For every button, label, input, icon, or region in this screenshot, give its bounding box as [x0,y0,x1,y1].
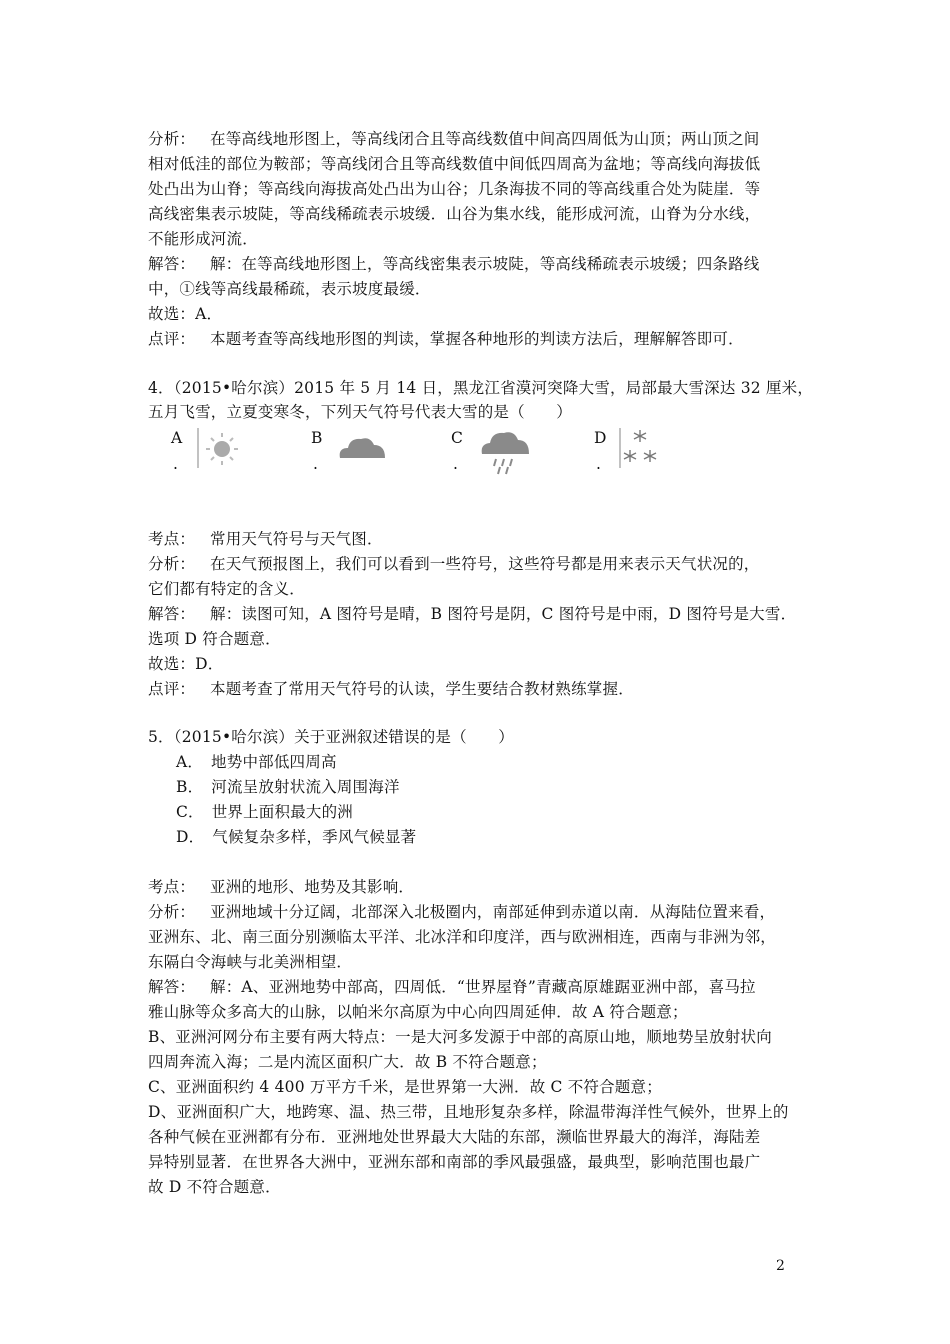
q5-analysis-line-2: 亚洲东、北、南三面分别濒临太平洋、北冰洋和印度洋，西与欧洲相连，西南与非洲为邻， [148,928,777,946]
q4-answer-line-1: 解答： 解：读图可知，A 图符号是晴，B 图符号是阴，C 图符号是中雨，D 图符号是大雪． [148,605,797,623]
q3-comment: 点评： 本题考查等高线地形图的判读，掌握各种地形的判读方法后，理解解答即可． [148,330,744,348]
q4-option-c-dot: . [453,455,458,473]
q4-comment: 点评： 本题考查了常用天气符号的认读，学生要结合教材熟练掌握． [148,680,634,698]
q5-answer-line-4: 四周奔流入海；二是内流区面积广大．故 B 不符合题意； [148,1053,547,1071]
q4-option-c-letter: C [451,429,463,447]
overcast-cloud-icon [336,430,388,464]
q5-stem: 5．（2015•哈尔滨）关于亚洲叙述错误的是（ ） [148,728,514,746]
q5-analysis-line-1: 分析： 亚洲地域十分辽阔，北部深入北极圈内，南部延伸到赤道以南．从海陆位置来看， [148,903,776,921]
q4-stem-line-1: 4．（2015•哈尔滨）2015 年 5 月 14 日，黑龙江省漠河突降大雪，局部最大雪深达 32 厘米， [148,379,814,397]
q4-analysis-line-2: 它们都有特定的含义． [148,580,306,598]
q3-answer-line-1: 解答： 解：在等高线地形图上，等高线密集表示坡陡，等高线稀疏表示坡缓；四条路线 [148,255,760,273]
q5-option-a: A． 地势中部低四周高 [176,753,337,771]
q4-option-d-letter: D [594,429,607,447]
q4-option-a-dot: . [173,455,178,473]
q4-point: 考点： 常用天气符号与天气图． [148,530,383,548]
q5-answer-line-7: 各种气候在亚洲都有分布．亚洲地处世界最大大陆的东部，濒临世界最大的海洋，海陆差 [148,1128,761,1146]
q3-analysis-line-5: 不能形成河流． [148,230,258,248]
q4-answer-line-2: 选项 D 符合题意． [148,630,281,648]
q3-analysis-line-2: 相对低洼的部位为鞍部；等高线闭合且等高线数值中间低四周高为盆地；等高线向海拔低 [148,155,761,173]
q5-answer-line-5: C、亚洲面积约 4 400 万平方千米，是世界第一大洲．故 C 不符合题意； [148,1078,662,1096]
snowflakes-icon [618,426,662,470]
q3-answer-line-2: 中，①线等高线最稀疏，表示坡度最缓． [148,280,431,298]
q5-option-c: C． 世界上面积最大的洲 [176,803,354,821]
q5-point: 考点： 亚洲的地形、地势及其影响． [148,878,415,896]
page-number: 2 [776,1258,785,1274]
q5-analysis-line-3: 东隔白令海峡与北美洲相望． [148,953,353,971]
rain-cloud-icon [478,426,532,476]
q4-option-d-dot: . [596,455,601,473]
q5-option-b: B． 河流呈放射状流入周围海洋 [176,778,400,796]
q4-option-b-dot: . [313,455,318,473]
q4-option-b-letter: B [311,429,323,447]
q5-answer-line-3: B、亚洲河网分布主要有两大特点：一是大河多发源于中部的高原山地，顺地势呈放射状向 [148,1028,772,1046]
q5-answer-line-6: D、亚洲面积广大，地跨寒、温、热三带，且地形复杂多样，除温带海洋性气候外，世界上的 [148,1103,789,1121]
q3-analysis-line-4: 高线密集表示坡陡，等高线稀疏表示坡缓．山谷为集水线，能形成河流，山脊为分水线， [148,205,761,223]
q4-analysis-line-1: 分析： 在天气预报图上，我们可以看到一些符号，这些符号都是用来表示天气状况的， [148,555,760,573]
sun-icon [196,426,248,470]
q5-answer-line-1: 解答： 解：A、亚洲地势中部高，四周低．“世界屋脊”青藏高原雄踞亚洲中部，喜马拉 [148,978,756,996]
q4-option-a-letter: A [171,429,183,447]
q5-answer-line-8: 异特别显著．在世界各大洲中，亚洲东部和南部的季风最强盛，最典型，影响范围也最广 [148,1153,761,1171]
q4-stem-line-2: 五月飞雪，立夏变寒冬，下列天气符号代表大雪的是（ ） [148,403,572,421]
q3-analysis-line-3: 处凸出为山脊；等高线向海拔高处凸出为山谷；几条海拔不同的等高线重合处为陡崖．等 [148,180,761,198]
q3-choice: 故选：A． [148,305,223,323]
q5-answer-line-2: 雅山脉等众多高大的山脉，以帕米尔高原为中心向四周延伸．故 A 符合题意； [148,1003,688,1021]
q5-option-d: D． 气候复杂多样，季风气候显著 [176,828,417,846]
q4-choice: 故选：D． [148,655,224,673]
q5-answer-line-9: 故 D 不符合题意． [148,1178,281,1196]
q3-analysis-line-1: 分析： 在等高线地形图上，等高线闭合且等高线数值中间高四周低为山顶；两山顶之间 [148,130,760,148]
